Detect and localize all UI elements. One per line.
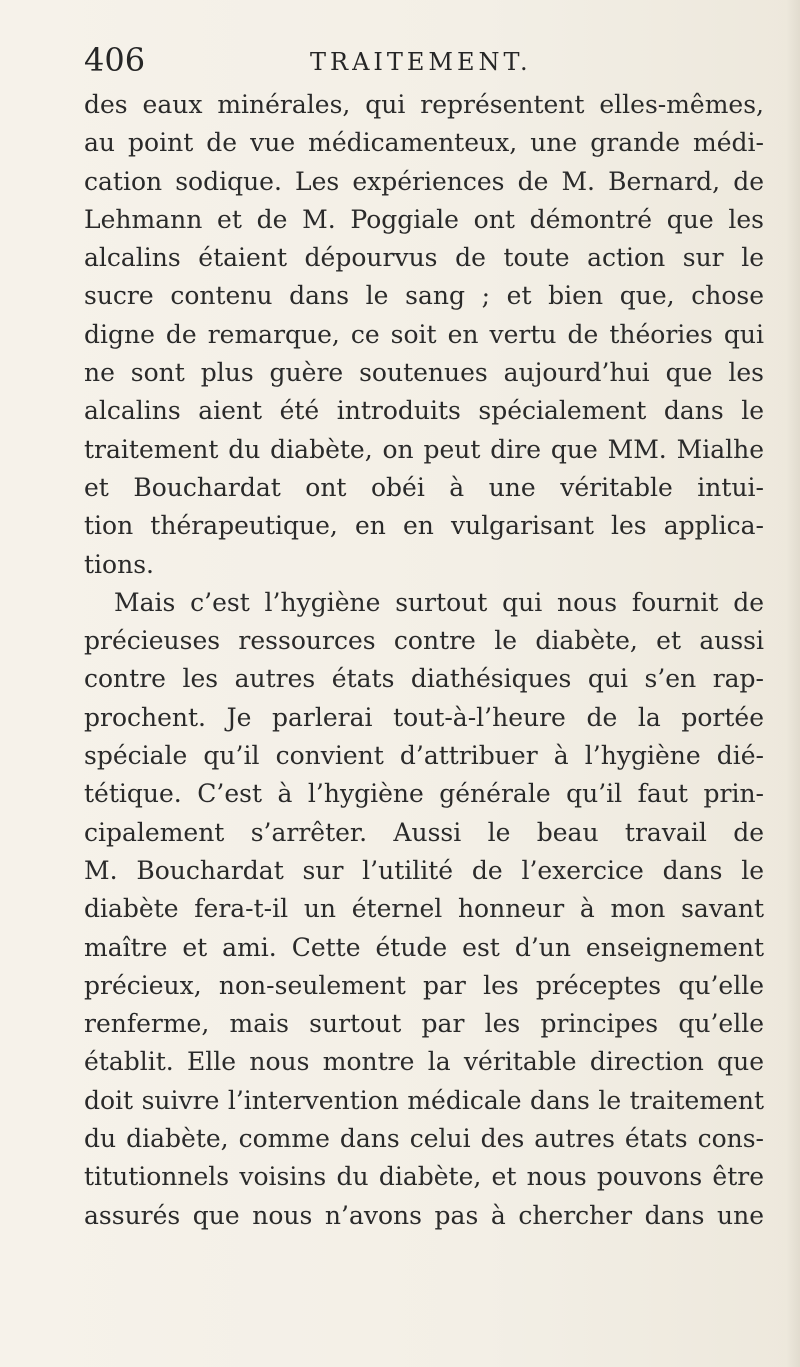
text-line: renferme, mais surtout par les principes qu’elle [84,1009,764,1039]
text-line: prochent. Je parlerai tout-à-l’heure de la portée [84,702,764,732]
page-edge-shadow [786,0,800,1367]
text-line: tétique. C’est à l’hygiène générale qu’il faut prin- [84,779,764,809]
text-line: digne de remarque, ce soit en vertu de théories qui [84,319,764,349]
text-line: précieuses ressources contre le diabète, et aussi [84,626,764,656]
text-line: alcalins aient été introduits spécialement dans le [84,396,764,426]
text-line: sucre contenu dans le sang ; et bien que, chose [84,281,764,311]
text-line: contre les autres états diathésiques qui s’en rap- [84,664,764,694]
text-line: M. Bouchardat sur l’utilité de l’exercice dans le [84,855,764,885]
text-line: spéciale qu’il convient d’attribuer à l’hygiène dié- [84,741,764,771]
text-line: alcalins étaient dépourvus de toute action sur le [84,243,764,273]
text-line: titutionnels voisins du diabète, et nous pouvons être [84,1162,764,1192]
text-line: cipalement s’arrêter. Aussi le beau travail de [84,817,764,847]
text-line: établit. Elle nous montre la véritable direction que [84,1047,764,1077]
text-line: du diabète, comme dans celui des autres états cons- [84,1124,764,1154]
text-line: cation sodique. Les expériences de M. Bernard, de [84,166,764,196]
text-line: et Bouchardat ont obéi à une véritable intui- [84,472,764,502]
text-line: tion thérapeutique, en en vulgarisant les applica- [84,511,764,541]
body-text [84,86,764,1235]
text-line: au point de vue médicamenteux, une grande médi- [84,128,764,158]
running-head: TRAITEMENT. [310,48,532,76]
text-line: traitement du diabète, on peut dire que MM. Mialhe [84,434,764,464]
text-line: diabète fera-t-il un éternel honneur à mon savant [84,894,764,924]
text-line: assurés que nous n’avons pas à chercher dans une [84,1200,764,1230]
text-line: précieux, non-seulement par les préceptes qu’elle [84,970,764,1000]
text-line: maître et ami. Cette étude est d’un enseignement [84,932,764,962]
text-line: Mais c’est l’hygiène surtout qui nous fournit de [114,587,764,617]
page-number: 406 [84,41,146,79]
text-line: ne sont plus guère soutenues aujourd’hui que les [84,358,764,388]
text-line: Lehmann et de M. Poggiale ont démontré que les [84,204,764,234]
text-line: doit suivre l’intervention médicale dans le traitement [84,1085,764,1115]
text-line: des eaux minérales, qui représentent elles-mêmes, [84,90,764,119]
text-line: tions. [84,549,154,579]
page-header [84,40,764,80]
